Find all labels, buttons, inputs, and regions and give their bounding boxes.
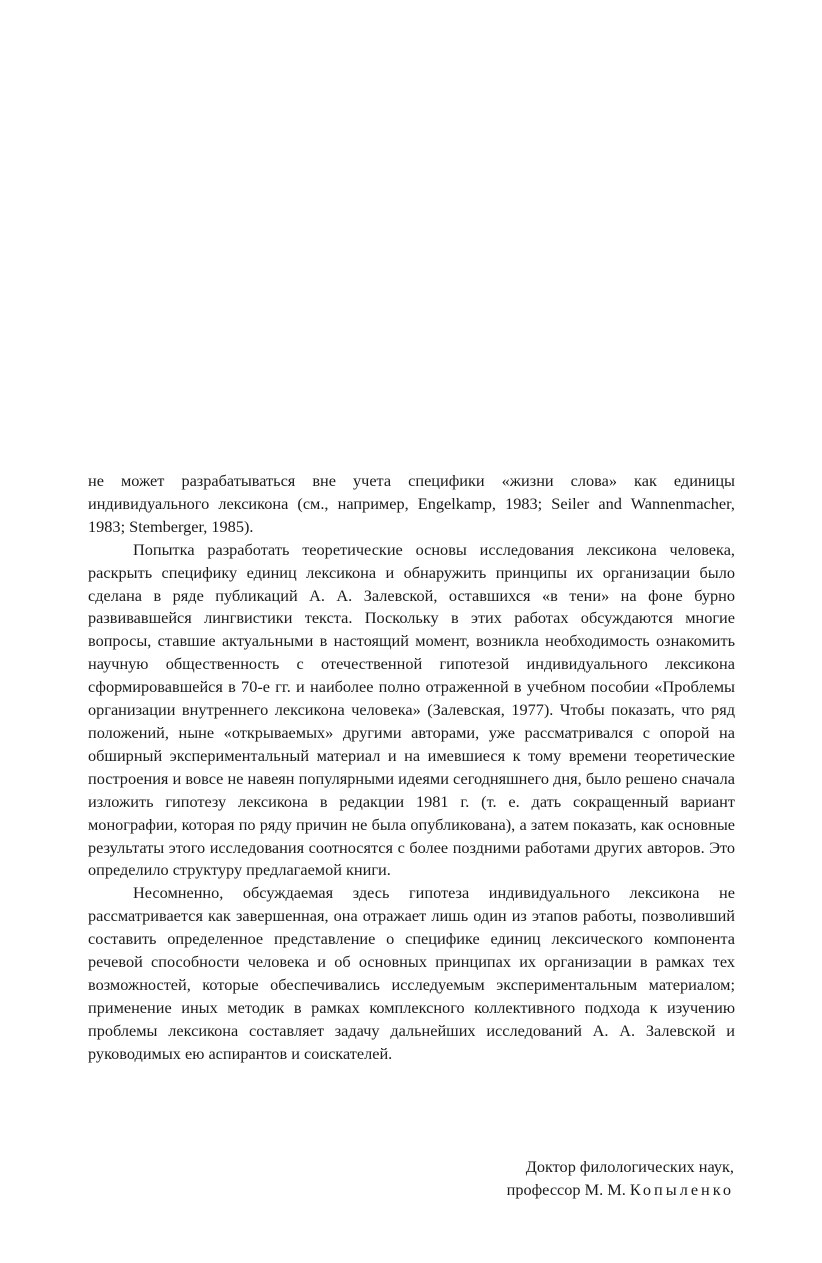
paragraph-continuation: не может разрабатываться вне учета специфики «жизни слова» как единицы индивидуального лексикона (см., например, Engelkamp, 1983; Seiler and Wannenmacher, 1983; Stemberger, 1985). <box>88 471 735 536</box>
signature-title: Доктор филологических наук, <box>525 1157 734 1176</box>
signature-surname: Копыленко <box>629 1180 734 1199</box>
paragraph-hypothesis: Несомненно, обсуждаемая здесь гипотеза индивидуального лексикона не рассматривается как завершенная, она отражает лишь один из этапов работы, позволивший составить определенное представление о специфике единиц лексического компонента речевой способности человека и об основных принципах их организации в рамках тех возможностей, которые обеспечивались исследуемым экспериментальным материалом; применение иных методик в рамках комплексного коллективного подхода к изучению проблемы лексикона составляет задачу дальнейших исследований А. А. Залевской и руководимых ею аспирантов и соискателей. <box>88 883 735 1063</box>
signature-prefix: профессор М. М. <box>506 1180 630 1199</box>
paragraph-lexicon-theory: Попытка разработать теоретические основы исследования лексикона человека, раскрыть специфику единиц лексикона и обнаружить принципы их организации было сделана в ряде публикаций А. А. Залевской, оставшихся «в тени» на фоне бурно развивавшейся лингвистики текста. Поскольку в этих работах обсуждаются многие вопросы, ставшие актуальными в настоящий момент, возникла необходимость ознакомить научную общественность с отечественной гипотезой индивидуального лексикона сформировавшейся в 70-е гг. и наиболее полно отраженной в учебном пособии «Проблемы организации внутреннего лексикона человека» (Залевская, 1977). Чтобы показать, что ряд положений, ныне «открываемых» другими авторами, уже рассматривался с опорой на обширный экспериментальный материал и на имевшиеся к тому времени теоретические построения и вовсе не навеян популярными идеями сегодняшнего дня, было решено сначала изложить гипотезу лексикона в редакции 1981 г. (т. е. дать сокращенный вариант монографии, которая по ряду причин не была опубликована), а затем показать, как основные результаты этого исследования соотносятся с более поздними работами других авторов. Это определило структуру предлагаемой книги. <box>88 539 735 880</box>
signature-name-line <box>507 1178 734 1201</box>
body-text <box>88 470 735 1066</box>
signature-block <box>507 1155 734 1201</box>
